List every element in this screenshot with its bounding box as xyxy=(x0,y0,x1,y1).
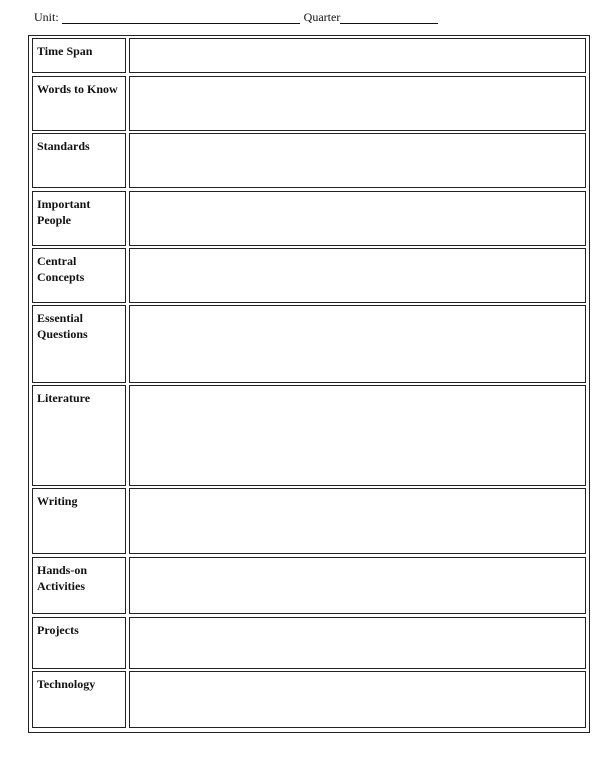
time-span-field[interactable] xyxy=(129,38,586,73)
row-label: Standards xyxy=(32,133,126,188)
row-central-concepts xyxy=(32,248,586,303)
row-label: Central Concepts xyxy=(32,248,126,303)
row-words-to-know xyxy=(32,76,586,131)
standards-field[interactable] xyxy=(129,133,586,188)
projects-field[interactable] xyxy=(129,617,586,669)
row-standards xyxy=(32,133,586,188)
essential-questions-field[interactable] xyxy=(129,305,586,383)
row-label: Writing xyxy=(32,488,126,554)
row-label: Hands-on Activities xyxy=(32,557,126,614)
words-to-know-field[interactable] xyxy=(129,76,586,131)
unit-label: Unit: xyxy=(34,10,59,24)
row-literature xyxy=(32,385,586,486)
row-label: Time Span xyxy=(32,38,126,73)
quarter-label: Quarter xyxy=(303,10,341,24)
row-writing xyxy=(32,488,586,554)
row-label: Technology xyxy=(32,671,126,728)
row-technology xyxy=(32,671,586,728)
unit-field[interactable] xyxy=(62,9,300,24)
row-label: Important People xyxy=(32,191,126,246)
quarter-field[interactable] xyxy=(340,9,438,24)
writing-field[interactable] xyxy=(129,488,586,554)
important-people-field[interactable] xyxy=(129,191,586,246)
row-label: Projects xyxy=(32,617,126,669)
row-essential-questions xyxy=(32,305,586,383)
planning-table xyxy=(28,35,590,733)
row-important-people xyxy=(32,191,586,246)
central-concepts-field[interactable] xyxy=(129,248,586,303)
hands-on-activities-field[interactable] xyxy=(129,557,586,614)
row-label: Literature xyxy=(32,385,126,486)
row-time-span xyxy=(32,38,586,73)
row-projects xyxy=(32,617,586,669)
form-header xyxy=(34,9,438,25)
technology-field[interactable] xyxy=(129,671,586,728)
row-hands-on-activities xyxy=(32,557,586,614)
row-label: Essential Questions xyxy=(32,305,126,383)
row-label: Words to Know xyxy=(32,76,126,131)
literature-field[interactable] xyxy=(129,385,586,486)
